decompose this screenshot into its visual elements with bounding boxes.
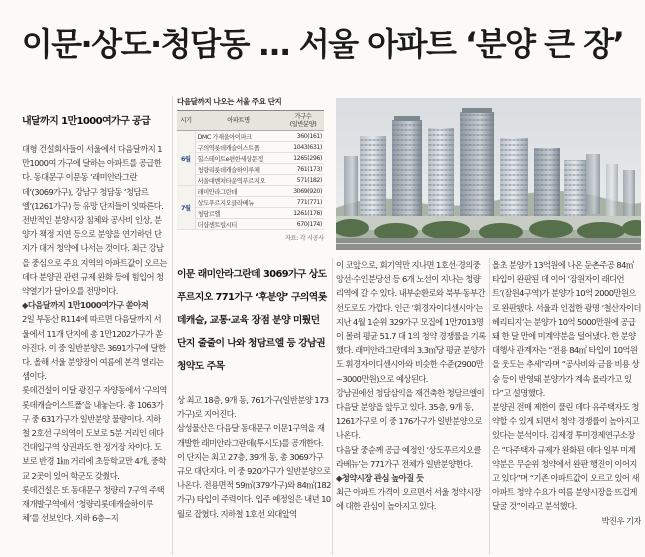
column-divider — [489, 258, 490, 555]
table-cell-count: 1043(631) — [282, 142, 324, 153]
table-cell-count: 3069(920) — [282, 186, 324, 197]
paragraph: 이 코앞으로, 회기역만 지나면 1호선·경의중앙선·수인분당선 등 6개 노선이 지나는 청량리역에 갈 수 있다. 내부순환로와 북부·동부간선도로도 가깝다. 인근 ‘휘경자이디센시아’는 지난 4월 1순위 329가구 모집에 1만7013명이 몰려 평균 51.7 대 1의 청약 경쟁률을 기록했다. 래미안라그란데의 3.3㎡당 평균 분양가도 휘경자이디센시아와 비슷한 수준(2900만~3000만원)으로 예상된다. — [336, 260, 486, 384]
table-row — [177, 153, 324, 164]
column-divider — [172, 96, 173, 555]
table-row — [177, 175, 324, 186]
paragraph: 롯데건설은 또 동대문구 청량리 7구역 주택재개발구역에서 ‘청량리롯데캐슬하이루체’를 선보인다. 지하 6층~지 — [22, 484, 165, 524]
table-row — [177, 186, 324, 197]
paragraph: 다음달 중순께 공급 예정인 ‘상도푸르지오클라베뉴’는 771가구 전체가 일반분양한다. — [336, 444, 481, 469]
table-cell-count: 670(174) — [282, 219, 324, 230]
paragraph: 강남권에선 청담삼익을 재건축한 청담르엘이 다음달 분양을 앞두고 있다. 35층, 9개 동, 1261가구로 이 중 176가구가 일반분양으로 나온다. — [336, 387, 485, 441]
table-cell-name: DMC 가재울아이파크 — [195, 131, 282, 142]
apartment-table-box — [177, 96, 324, 262]
table-cell-name: 래미안라그란데 — [195, 186, 282, 197]
table-header-period: 시기 — [177, 111, 195, 131]
table-cell-count: 571(182) — [282, 175, 324, 186]
table-row — [177, 142, 324, 153]
table-row — [177, 197, 324, 208]
headline: 이문·상도·청담동 … 서울 아파트 ‘분양 큰 장’ — [21, 25, 624, 63]
table-cell-count: 360(161) — [282, 131, 324, 142]
paragraph: 삼성물산은 다음달 동대문구 이문1구역을 재개발한 래미안라그란데(투시도)를 공개한다. 이 단지는 최고 27층, 39개 동, 총 3069가구 규모 대단지다. 이 중 920가구가 일반분양으로 나온다. 전용면적 59㎡(379가구)와 84㎡(182가구) 타입이 주력이다. 입주 예정일은 내년 10월로 잡혔다. 지하철 1호선 외대앞역 — [177, 423, 331, 519]
table-row — [177, 219, 324, 230]
table-cell-name: 힐스테이트e편한세상문정 — [195, 153, 282, 164]
table-row — [177, 131, 324, 142]
article-column-3 — [336, 258, 486, 555]
apartment-table — [177, 110, 324, 230]
column-divider — [332, 258, 333, 555]
paragraph: 올초 분양가 13억원에 나온 둔촌주공 84㎡ 타입이 완판된 데 이어 ‘잠원자이 래디언트’(잠원4구역)가 분양가 10억 2000만원으로 완판됐다. 서울과 인접한 광명 ‘철산자이더헤리티지’는 분양가 10억 5000만원에 공급돼 한 달 만에 미계약분을 털어냈다. 한 분양대행사 관계자는 “전용 84㎡ 타입이 10억원을 웃도는 추세”라며 “공사비와 금융 비용 상승 등이 반영돼 분양가가 계속 올라가고 있다”고 설명했다. — [492, 260, 641, 398]
table-cell-count: 1265(296) — [282, 153, 324, 164]
table-month-july: 7월 — [177, 186, 195, 230]
table-cell-count: 1261(176) — [282, 208, 324, 219]
paragraph: 대형 건설회사들이 서울에서 다음달까지 1만1000여 가구에 달하는 아파트를 공급한다. 동대문구 이문동 ‘래미안라그란데’(3069가구), 강남구 청담동 ‘청담르엘’(1261가구) 등 유망 단지들이 잇따른다. 전반적인 분양시장 침체와 공사비 인상, 분양가 책정 지연 등으로 분양을 연기하던 단지가 대거 청약에 나서는 것이다. 최근 강남을 중심으로 주요 지역의 아파트값이 오르는 데다 분양권 관련 규제 완화 등에 힘입어 청약열기가 달아오를 전망이다. — [22, 144, 167, 297]
table-header-count: 가구수 (일반분양) — [282, 111, 324, 131]
table-cell-count: 761(173) — [282, 164, 324, 175]
table-row — [177, 164, 324, 175]
table-row — [177, 208, 324, 219]
table-source: 자료: 각 시공사 — [284, 235, 324, 242]
table-cell-count: 771(771) — [282, 197, 324, 208]
paragraph: 분양권 전매 제한이 풀린 데다 유주택자도 청약할 수 있게 되면서 청약 경쟁률이 높아지고 있다는 분석이다. 김제경 투미경제연구소장은 “다주택자 규제가 완화된 데다 일부 미계약분은 무순위 청약에서 완판 행진이 이어지고 있다”며 “기존 아파트값이 오르고 있어 새 아파트 청약 수요가 여름 분양시장을 뜨겁게 달굴 것”이라고 분석했다. — [492, 402, 639, 512]
table-cell-name: 청량리롯데캐슬하이루체 — [195, 164, 282, 175]
table-month-june: 6월 — [177, 131, 195, 186]
paragraph: 최근 아파트 가격이 오르면서 서울 청약시장에 대한 관심이 높아지고 있다. — [336, 487, 481, 512]
table-cell-name: 서울대벤처타운역푸르지오 — [195, 175, 282, 186]
table-title: 다음달까지 나오는 서울 주요 단지 — [177, 97, 282, 106]
apartment-rendering-svg — [336, 98, 641, 250]
article-column-4 — [492, 258, 641, 555]
table-cell-name: 상도푸르지오클라베뉴 — [195, 197, 282, 208]
pull-quote: 이문 래미안라그란데 3069가구 상도푸르지오 771가구 ‘후분양’ 구의역롯데캐슬, 교통·교육 장점 분양 미뤘던 단지 줄줄이 나와 청담르엘 등 강남권 청약도 주목 — [177, 269, 327, 372]
article-subhead: 내달까지 1만1000여가구 공급 — [22, 116, 151, 127]
paragraph: 2일 부동산 R114에 따르면 다음달까지 서울에서 11개 단지에 총 1만1202가구가 쏟아진다. 이 중 일반분양은 3691가구에 달한다. 올해 서울 분양장이 여름에 본격 열리는 셈이다. — [22, 314, 166, 382]
table-header-name: 아파트명 — [195, 111, 282, 131]
section-subheading: ◆다음달까지 1만1000여가구 쏟아져 — [22, 300, 149, 311]
apartment-rendering-image — [336, 98, 641, 250]
table-cell-name: 더샵센트럴시티 — [195, 219, 282, 230]
article-column-1 — [22, 115, 168, 555]
section-subheading: ◆청약시장 관심 높아질 듯 — [336, 473, 424, 484]
byline: 박진우 기자 — [601, 515, 641, 526]
paragraph: 상 최고 18층, 9개 동, 761가구(일반분양 173가구)로 지어진다. — [177, 395, 329, 420]
paragraph: 롯데건설이 이달 광진구 자양동에서 ‘구의역롯데캐슬이스트폴’을 내놓는다. 총 1063가구 중 631가구가 일반분양 물량이다. 지하철 2호선 구의역이 도보로 5분 거리인 데다 건대입구역 상권과도 한 정거장 차이다. 도보로 반경 1㎞ 거리에 초등학교만 4개, 중학교 2곳이 있어 학군도 갖췄다. — [22, 385, 167, 481]
article-column-2 — [177, 393, 331, 555]
table-cell-name: 청담르엘 — [195, 208, 282, 219]
table-cell-name: 구의역롯데캐슬이스트폴 — [195, 142, 282, 153]
